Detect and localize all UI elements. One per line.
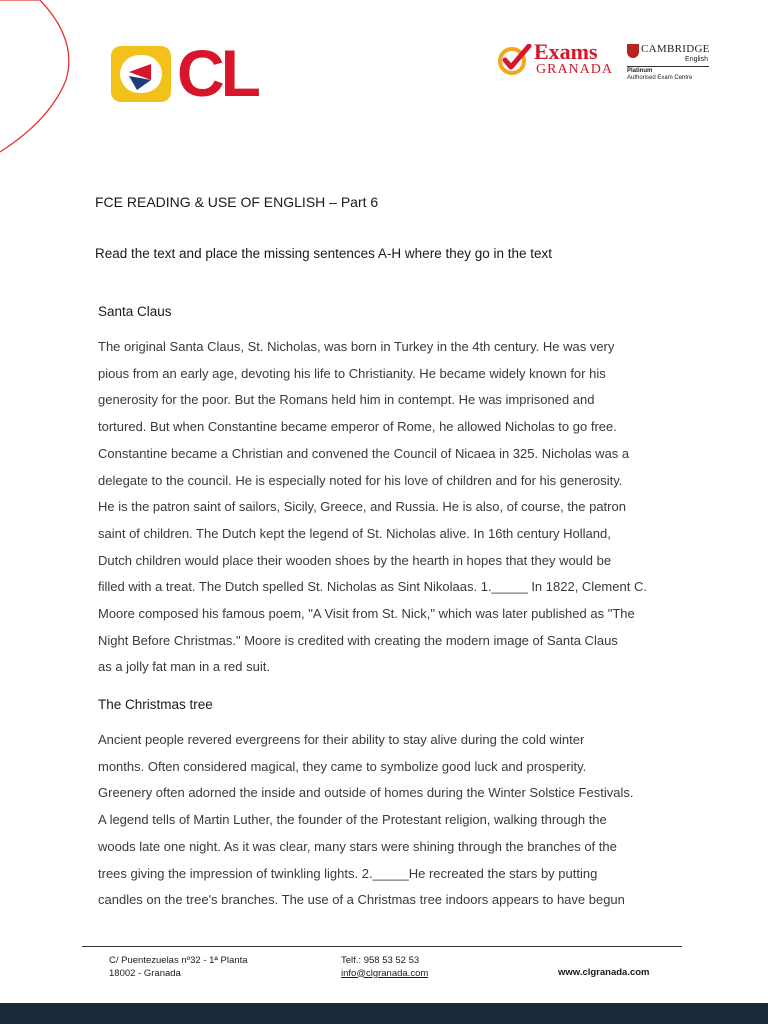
cl-logo-mark <box>111 46 171 102</box>
phone-text: Telf.: 958 53 52 53 <box>341 955 420 966</box>
instruction-text: Read the text and place the missing sentences A-H where they go in the text <box>95 246 553 261</box>
corner-arc-decoration <box>0 0 80 160</box>
footer-address <box>109 955 248 980</box>
text-line: Greenery often adorned the inside and outside of homes during the Winter Solstice Festivals. <box>98 785 634 801</box>
text-line: woods late one night. As it was clear, many stars were shining through the branches of the <box>98 838 617 854</box>
cambridge-centre: Authorised Exam Centre <box>627 75 693 81</box>
checkmark-icon <box>497 44 533 76</box>
paragraph-christmas-tree <box>98 727 678 914</box>
section-title-santa-claus: Santa Claus <box>98 304 172 319</box>
text-line: The original Santa Claus, St. Nicholas, was born in Turkey in the 4th century. He was very <box>98 339 615 354</box>
text-line: A legend tells of Martin Luther, the founder of the Protestant religion, walking through the <box>98 812 607 828</box>
text-line: Ancient people revered evergreens for their ability to stay alive during the cold winter <box>98 732 585 747</box>
text-line: delegate to the council. He is especially noted for his love of children and for his generosity. <box>98 472 623 488</box>
text-line: Moore composed his famous poem, "A Visit from St. Nick," which was later published as "The <box>98 606 635 622</box>
cl-logo-text: CL <box>177 36 257 110</box>
cambridge-sub: English <box>685 56 708 63</box>
text-line: pious from an early age, devoting his life to Christianity. He became widely known for his <box>98 365 606 381</box>
address-line-2: 18002 - Granada <box>109 967 181 979</box>
text-line: Night Before Christmas." Moore is credited with creating the modern image of Santa Claus <box>98 632 618 648</box>
cambridge-logo[interactable] <box>627 43 717 85</box>
cambridge-divider <box>627 66 709 67</box>
text-line: Dutch children would place their wooden shoes by the hearth in hopes that they would be <box>98 552 612 568</box>
text-line: candles on the tree's branches. The use of a Christmas tree indoors appears to have begun <box>98 892 625 908</box>
cambridge-name: CAMBRIDGE <box>641 43 710 55</box>
text-line: generosity for the poor. But the Romans held him in contempt. He was imprisoned and <box>98 392 595 408</box>
cambridge-shield-icon <box>627 44 639 58</box>
text-line: trees giving the impression of twinkling lights. 2._____He recreated the stars by putting <box>98 865 598 881</box>
address-line-1: C/ Puentezuelas nº32 - 1ª Planta <box>109 955 248 966</box>
email-link[interactable]: info@clgranada.com <box>341 967 429 979</box>
text-line: tortured. But when Constantine became emperor of Rome, he allowed Nicholas to go free. <box>98 419 617 435</box>
text-line: Constantine became a Christian and convened the Council of Nicaea in 325. Nicholas was a <box>98 445 630 461</box>
cl-logo[interactable] <box>111 36 281 110</box>
exams-city-text: GRANADA <box>536 62 613 77</box>
website-link[interactable]: www.clgranada.com <box>558 967 650 978</box>
text-line: as a jolly fat man in a red suit. <box>98 659 270 675</box>
paragraph-santa-claus <box>98 334 678 681</box>
footer-bar <box>0 1003 768 1024</box>
page-title: FCE READING & USE OF ENGLISH – Part 6 <box>95 194 379 210</box>
footer-divider <box>82 946 682 947</box>
footer-contact <box>341 955 428 980</box>
text-line: filled with a treat. The Dutch spelled St. Nicholas as Sint Nikolaas. 1._____ In 1822, Clement C. <box>98 579 647 595</box>
text-line: saint of children. The Dutch kept the legend of St. Nicholas alive. In 16th century Holland, <box>98 525 611 541</box>
text-line: months. Often considered magical, they came to symbolize good luck and prosperity. <box>98 758 587 774</box>
section-title-christmas-tree: The Christmas tree <box>98 697 213 712</box>
exams-granada-logo[interactable] <box>497 39 617 82</box>
cambridge-level: Platinum <box>627 68 653 74</box>
text-line: He is the patron saint of sailors, Sicily, Greece, and Russia. He is also, of course, the patron <box>98 499 626 515</box>
exams-brand-text: Exams <box>534 39 598 64</box>
